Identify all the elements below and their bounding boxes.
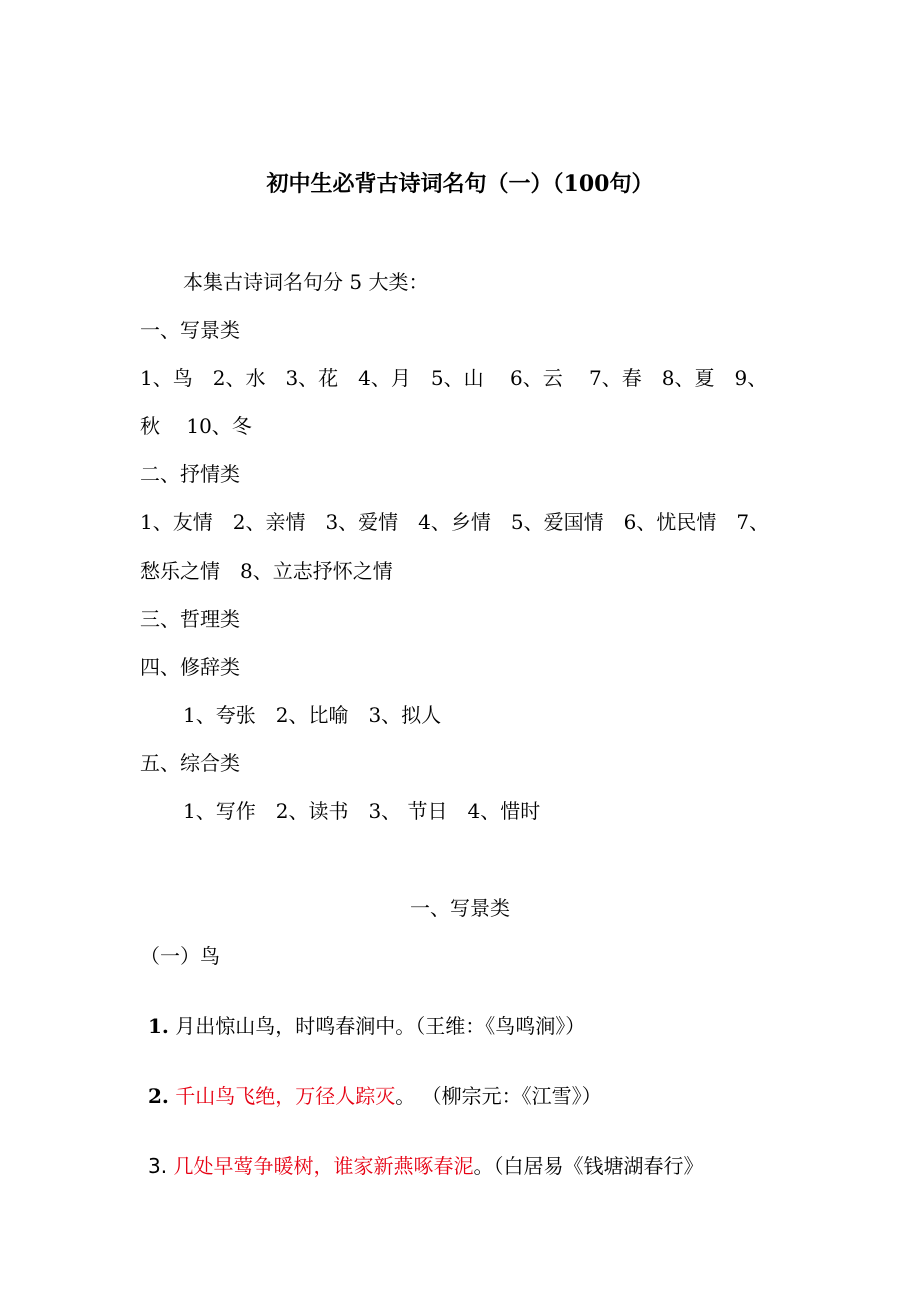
poem-number: 3: [148, 1154, 161, 1178]
poem-number-sep: .: [161, 1014, 169, 1038]
category-4-heading: 四、修辞类: [140, 655, 240, 679]
poem-line-3: [148, 1152, 703, 1180]
section-heading: 一、写景类: [410, 896, 510, 920]
subsection-heading: （一）鸟: [140, 944, 220, 968]
category-5-items: 1、写作 2、读书 3、 节日 4、惜时: [183, 799, 541, 823]
category-5-heading: 五、综合类: [140, 751, 240, 775]
category-3-heading: 三、哲理类: [140, 607, 240, 631]
poem-line-1: [148, 1012, 585, 1040]
poem-verse: 月出惊山鸟，时鸣春涧中。: [175, 1014, 416, 1038]
poem-source: 。（白居易《钱塘湖春行》: [473, 1154, 704, 1178]
category-2-items-line2: 愁乐之情 8、立志抒怀之情: [140, 559, 393, 583]
category-1-items-line1: 1、鸟 2、水 3、花 4、月 5、山 6、云 7、春 8、夏 9、: [140, 366, 768, 390]
category-4-items: 1、夸张 2、比喻 3、拟人: [183, 703, 442, 727]
poem-number: 1: [148, 1014, 162, 1038]
poem-verse-highlighted: 几处早莺争暖树，谁家新燕啄春泥: [173, 1154, 474, 1178]
poem-source: 。 （柳宗元：《江雪》）: [395, 1084, 602, 1108]
category-2-heading: 二、抒情类: [140, 462, 240, 486]
category-1-items-line2: 秋 10、冬: [140, 414, 252, 438]
poem-source: （王维：《鸟鸣涧》）: [415, 1014, 586, 1038]
category-1-heading: 一、写景类: [140, 318, 240, 342]
poem-number: 2: [148, 1084, 162, 1108]
poem-number-sep: .: [160, 1154, 168, 1178]
poem-verse-highlighted: 千山鸟飞绝，万径人踪灭: [175, 1084, 396, 1108]
category-2-items-line1: 1、友情 2、亲情 3、爱情 4、乡情 5、爱国情 6、忧民情 7、: [140, 510, 770, 534]
intro-text: 本集古诗词名句分 5 大类：: [183, 270, 429, 294]
poem-number-sep: .: [161, 1084, 169, 1108]
document-title: 初中生必背古诗词名句（一）（100句）: [266, 171, 654, 197]
poem-line-2: [148, 1082, 602, 1110]
